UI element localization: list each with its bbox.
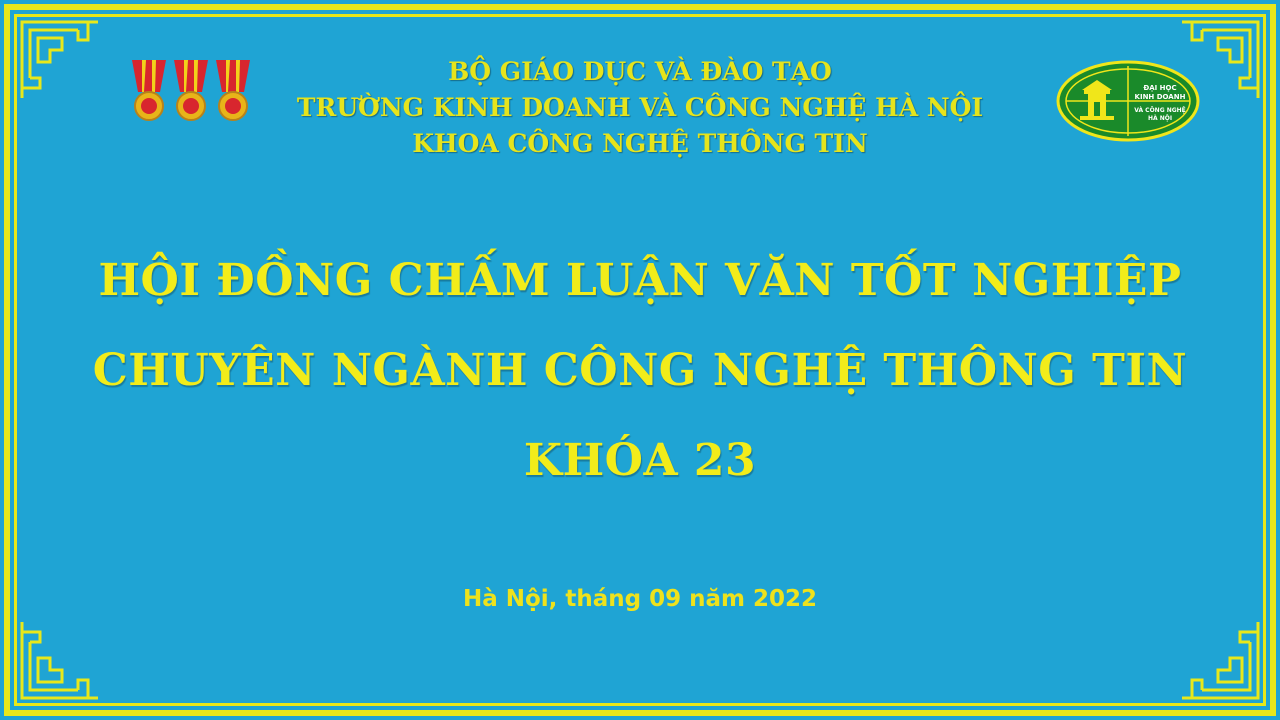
faculty-name: KHOA CÔNG NGHỆ THÔNG TIN [412, 129, 868, 158]
school-logo-icon [1056, 60, 1200, 142]
main-title [0, 236, 1280, 506]
logo-text-line: HÀ NỘI [1147, 115, 1173, 122]
title-line-council: HỘI ĐỒNG CHẤM LUẬN VĂN TỐT NGHIỆP [98, 255, 1182, 306]
logo-text-line: ĐẠI HỌC [1143, 84, 1177, 92]
title-line-cohort: KHÓA 23 [523, 435, 757, 486]
logo-text-line: VÀ CÔNG NGHỆ [1134, 107, 1186, 114]
logo-text-line: KINH DOANH [1134, 93, 1186, 101]
title-line-major: CHUYÊN NGÀNH CÔNG NGHỆ THÔNG TIN [92, 345, 1188, 396]
ministry-name: BỘ GIÁO DỤC VÀ ĐÀO TẠO [448, 57, 832, 86]
corner-ornament-icon [18, 618, 102, 702]
corner-ornament-icon [1178, 618, 1262, 702]
place-date: Hà Nội, tháng 09 năm 2022 [462, 586, 818, 612]
school-name: TRƯỜNG KINH DOANH VÀ CÔNG NGHỆ HÀ NỘI [296, 93, 984, 122]
